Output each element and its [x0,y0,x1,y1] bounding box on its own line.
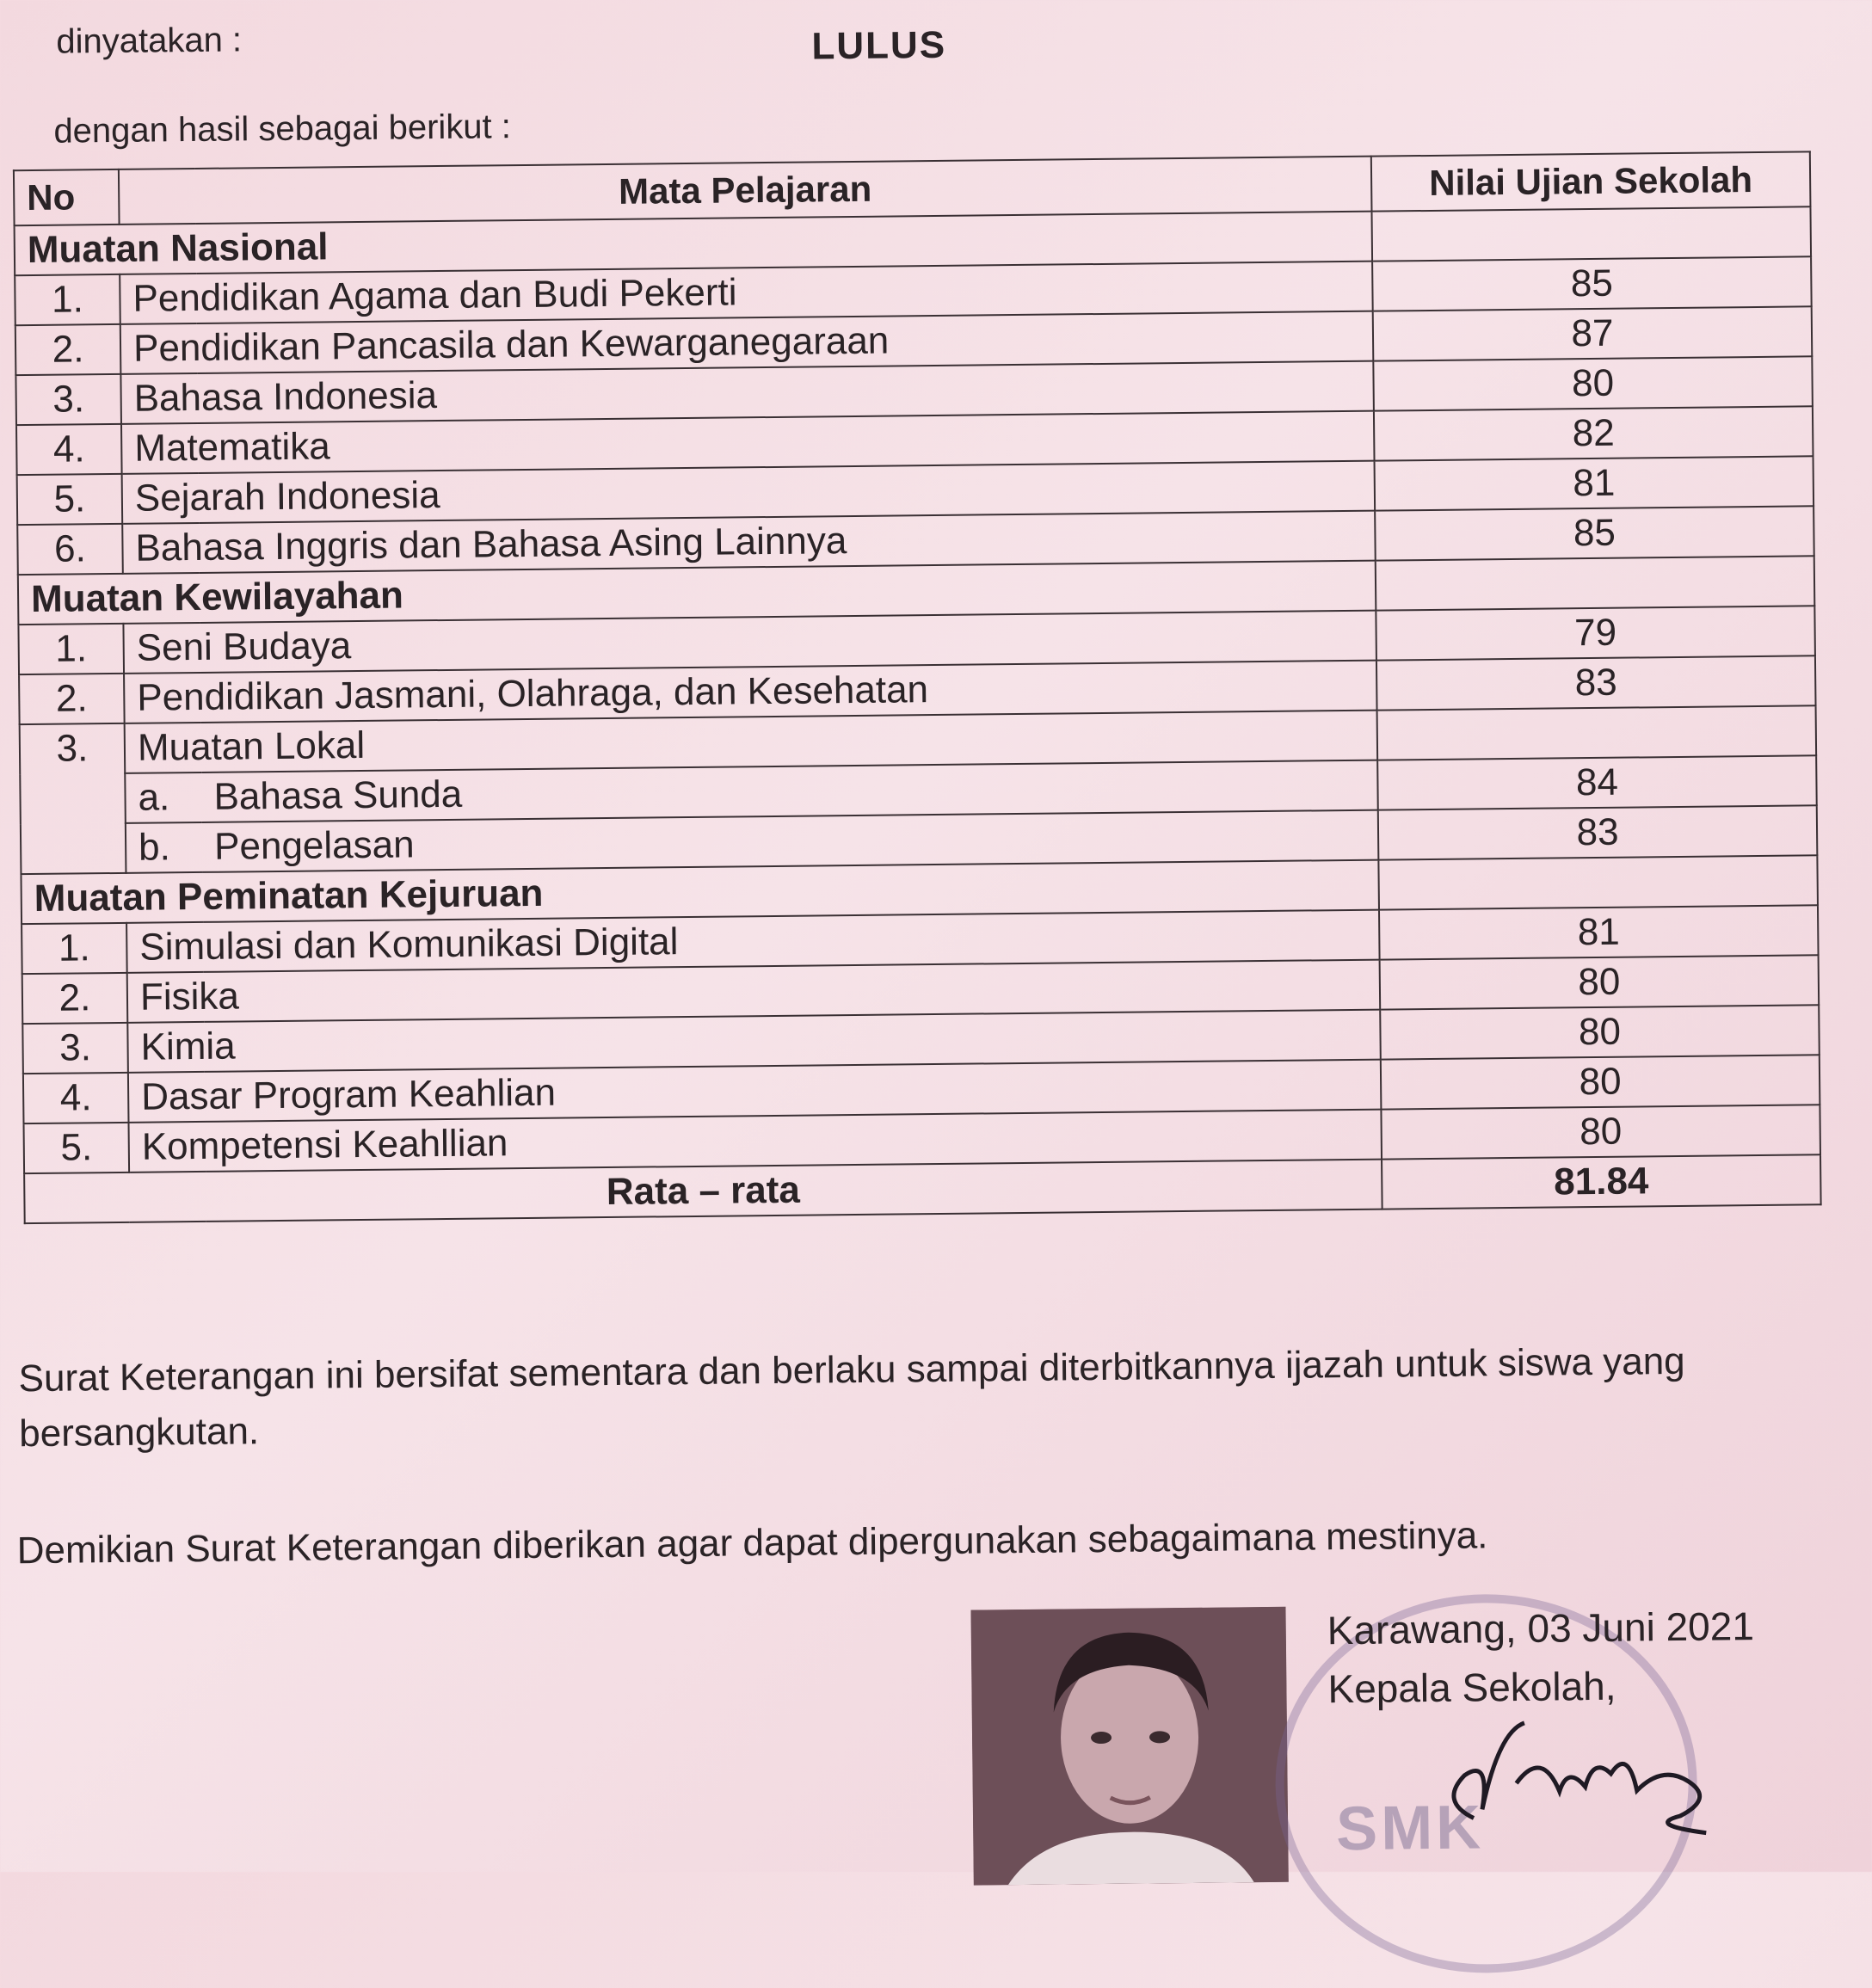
row-no: 2. [15,324,121,375]
table-cell [1378,855,1818,909]
row-subject: Muatan Lokal [125,711,1378,773]
row-no: 3. [20,723,126,874]
grades-table [13,151,1822,1224]
row-subject: Bahasa Inggris dan Bahasa Asing Lainnya [122,511,1376,574]
paragraph-closing: Demikian Surat Keterangan diberikan agar dapat dipergunakan sebagaimana mestinya. [16,1514,1488,1573]
table-cell [1376,556,1815,610]
row-subject: Pendidikan Pancasila dan Kewarganegaraan [120,311,1374,374]
row-no: 3. [22,1023,128,1074]
subrow-subject: Pengelasan [202,810,1379,872]
row-subject: Matematika [121,411,1375,474]
paragraph-validity: Surat Keterangan ini bersifat sementara dan berlaku sampai diterbitkannya ijazah untuk siswa yang bersangkutan. [18,1339,1685,1456]
average-value: 81.84 [1382,1154,1821,1209]
student-photo-icon [970,1607,1288,1886]
section-title: Muatan Nasional [15,212,1373,276]
row-score: 80 [1381,1055,1820,1109]
status-text: LULUS [811,23,947,68]
row-score: 85 [1375,506,1814,560]
row-score: 81 [1375,456,1814,510]
row-subject: Dasar Program Keahlian [128,1060,1382,1123]
subrow-letter: a. [125,772,202,823]
row-subject: Kompetensi Keahllian [128,1110,1382,1172]
row-score: 87 [1373,306,1813,360]
row-subject: Seni Budaya [123,611,1376,674]
row-no: 1. [15,274,120,325]
header-subject: Mata Pelajaran [119,157,1372,225]
row-no: 5. [17,474,123,525]
row-score [1377,705,1817,760]
signature-icon [1421,1712,1750,1853]
row-score: 85 [1372,256,1812,311]
row-score: 80 [1373,356,1813,410]
row-no: 4. [16,424,122,475]
row-score: 83 [1376,655,1816,710]
header-score: Nilai Ujian Sekolah [1371,151,1811,211]
row-no: 3. [15,374,121,425]
subrow-score: 84 [1377,755,1817,809]
section-title: Muatan Kewilayahan [18,561,1376,625]
row-subject: Pendidikan Jasmani, Olahraga, dan Kesehatan [124,661,1377,723]
row-subject: Kimia [127,1010,1381,1073]
row-score: 82 [1374,406,1814,460]
row-no: 2. [22,973,128,1024]
signer-title: Kepala Sekolah, [1327,1663,1616,1712]
row-subject: Bahasa Indonesia [120,361,1374,424]
row-score: 80 [1380,1005,1820,1059]
average-label: Rata – rata [24,1160,1382,1224]
place-date: Karawang, 03 Juni 2021 [1327,1603,1755,1653]
row-no: 4. [23,1073,129,1123]
subrow-subject: Bahasa Sunda [201,760,1378,822]
row-score: 79 [1376,606,1815,660]
row-no: 1. [18,624,124,674]
row-subject: Simulasi dan Komunikasi Digital [126,910,1380,973]
student-photo [970,1607,1288,1886]
row-subject: Sejarah Indonesia [122,461,1376,524]
row-score: 81 [1379,905,1819,959]
row-score: 80 [1381,1105,1820,1159]
row-score: 80 [1380,955,1820,1009]
subrow-letter: b. [126,822,203,873]
row-no: 2. [19,674,125,724]
subrow-score: 83 [1378,805,1818,859]
signature-block [1327,1597,1755,1718]
row-no: 6. [17,524,123,575]
intro-label: dinyatakan : [56,21,243,61]
section-title: Muatan Peminatan Kejuruan [21,860,1379,925]
row-no: 5. [24,1123,130,1173]
stamp-text: SMK [1335,1793,1485,1864]
table-cell [1371,206,1811,261]
result-intro: dengan hasil sebagai berikut : [53,108,512,151]
row-no: 1. [22,923,127,974]
header-no: No [14,169,120,225]
row-subject: Pendidikan Agama dan Budi Pekerti [120,262,1373,324]
row-subject: Fisika [127,960,1381,1023]
